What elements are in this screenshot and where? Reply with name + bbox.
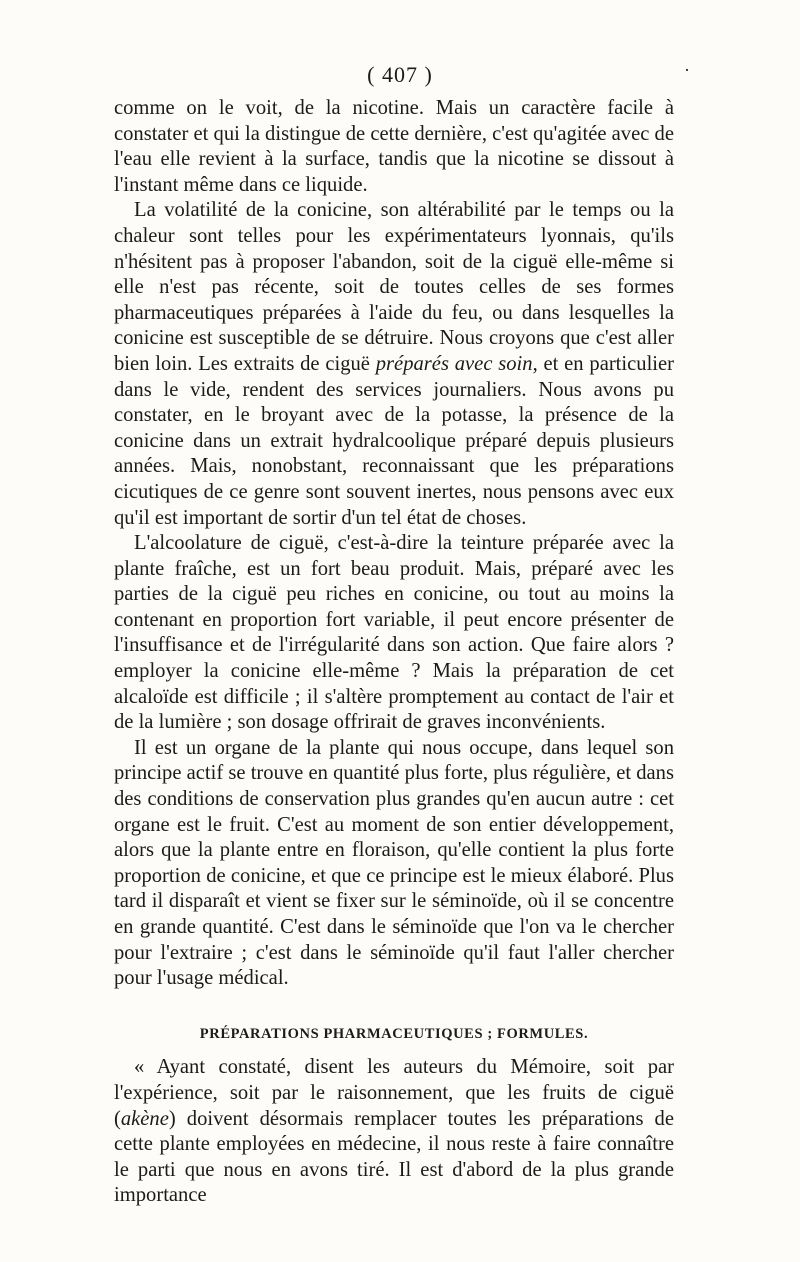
emphasis: akène [120,1107,169,1130]
paragraph-3: L'alcoolature de ciguë, c'est-à-dire la teinture préparée avec la plante fraîche, est un fort beau produit. Mais, préparé avec les parties de la ciguë peu riches en conicine, ou tout au moins la contenant en proportion fort variable, il peut encore présenter de l'insuffisance et de l'irrégularité dans son action. Que faire alors ? employer la conicine elle-même ? Mais la préparation de cet alcaloïde est difficile ; il s'altère promptement au contact de l'air et de la lumière ; son dosage offrirait de graves inconvénients. [114,532,674,734]
emphasis: préparés avec soin [375,352,533,375]
margin-mark: · [684,60,690,80]
paragraph-4: Il est un organe de la plante qui nous occupe, dans lequel son principe actif se trouve en quantité plus forte, plus régulière, et dans des conditions de conservation plus grandes qu'en aucun autre : cet organe est le fruit. C'est au moment de son entier développement, alors que la plante entre en floraison, qu'elle contient la plus forte proportion de conicine, et que ce principe est le mieux élaboré. Plus tard il disparaît et vient se fixer sur le séminoïde, où il se concentre en grande quantité. C'est dans le séminoïde que l'on va le chercher pour l'extraire ; c'est dans le séminoïde qu'il faut l'aller chercher pour l'usage médical. [114,736,674,990]
paragraph-2: La volatilité de la conicine, son altérabilité par le temps ou la chaleur sont telles pour les expérimentateurs lyonnais, qu'ils n'hésitent pas à proposer l'abandon, soit de la ciguë elle-même si elle n'est pas récente, soit de toutes celles de ses formes pharmaceutiques préparées à l'aide du feu, ou dans lesquelles la conicine est susceptible de se détruire. Nous croyons que c'est aller bien loin. Les extraits de ciguë préparés avec soin, et en particulier dans le vide, rendent des services journaliers. Nous avons pu constater, en le broyant avec de la potasse, la présence de la conicine dans un extrait hydralcoolique préparé depuis plusieurs années. Mais, nonobstant, reconnaissant que les préparations cicutiques de ce genre sont souvent inertes, nous pensons avec eux qu'il est important de sortir d'un tel état de choses. [114,199,675,529]
paragraph-1: comme on le voit, de la nicotine. Mais un caractère facile à constater et qui la distingue de cette dernière, c'est qu'agitée avec de l'eau elle revient à la surface, tandis que la nicotine se dissout à l'instant même dans ce liquide. [114,97,674,196]
paragraph-5: « Ayant constaté, disent les auteurs du Mémoire, soit par l'expérience, soit par le raisonnement, que les fruits de ciguë (akène) doivent désormais remplacer toutes les préparations de cette plante employées en médecine, il nous reste à faire connaître le parti que nous en avons tiré. Il est d'abord de la plus grande importance [114,1056,674,1207]
page-number: ( 407 ) [367,62,433,87]
section-heading: PRÉPARATIONS PHARMACEUTIQUES ; FORMULES. [199,1025,589,1042]
quote-paragraph [114,1055,674,1209]
body-text [114,96,674,1209]
